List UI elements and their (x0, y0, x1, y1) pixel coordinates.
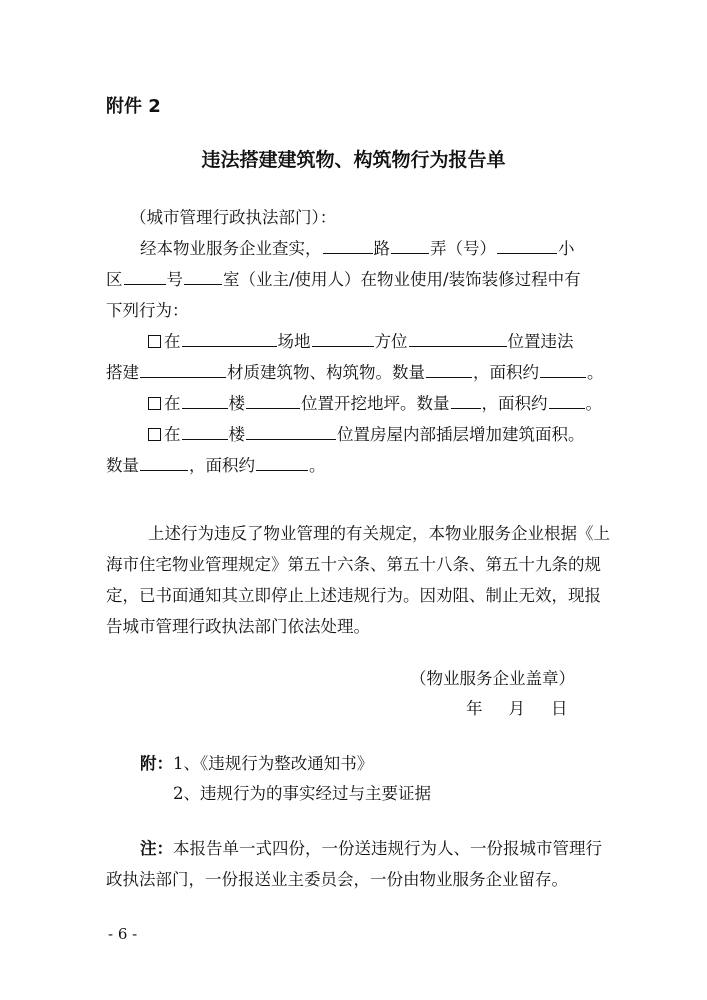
date-day: 日 (551, 699, 568, 718)
room-text: 室（业主/使用人）在物业使用/装饰装修过程中有 (223, 270, 581, 289)
item3-qty-blank (140, 454, 188, 471)
date-line (466, 693, 568, 725)
intro-line-3: 下列行为： (106, 301, 189, 320)
intro-line-1 (140, 233, 575, 265)
community-blank (497, 237, 557, 254)
attachment-item-1: 1、《违规行为整改通知书》 (173, 754, 374, 773)
statement-line-1: 上述行为违反了物业管理的有关规定，本物业服务企业根据《上 (148, 524, 610, 543)
item2-text: 位置开挖地坪。数量 (301, 394, 450, 413)
item3-qty: 数量 (106, 456, 139, 475)
item1-direction: 方位 (374, 332, 408, 351)
item3-area-label: ，面积约 (189, 456, 255, 475)
number-label: 号 (166, 270, 183, 289)
page-number: - 6 - (108, 925, 138, 943)
item1-build: 搭建 (106, 363, 139, 382)
statement-line-2: 海市住宅物业管理规定》第五十六条、第五十八条、第五十九条的规 (106, 555, 601, 574)
item3-line-1 (148, 419, 585, 451)
item3-area-blank (256, 454, 308, 471)
item1-site: 场地 (277, 332, 311, 351)
date-year: 年 (466, 699, 483, 718)
item1-at: 在 (164, 332, 181, 351)
attachments-label: 附： (140, 754, 173, 773)
item2-building-blank (182, 392, 228, 409)
item2-at: 在 (164, 394, 181, 413)
item1-qty-blank (426, 361, 472, 378)
lane-blank (391, 237, 429, 254)
item1-line-1 (148, 326, 574, 358)
attachment-item-2: 2、违规行为的事实经过与主要证据 (173, 784, 431, 803)
item2-floor-blank (246, 392, 300, 409)
document-title: 违法搭建建筑物、构筑物行为报告单 (201, 149, 506, 171)
item1-area-label: ，面积约 (473, 363, 539, 382)
note-label: 注： (140, 839, 173, 858)
annex-label: 附件 2 (106, 96, 161, 117)
item2-floor: 楼 (228, 394, 245, 413)
note-line-1 (140, 833, 602, 865)
intro-text: 经本物业服务企业查实， (140, 239, 322, 258)
checkbox-item-3[interactable] (148, 428, 161, 441)
checkbox-item-2[interactable] (148, 397, 161, 410)
road-blank (323, 237, 373, 254)
note-line-2: 政执法部门，一份报送业主委员会，一份由物业服务企业留存。 (106, 870, 568, 889)
building-blank (124, 268, 166, 285)
item1-line-2 (106, 357, 604, 389)
item3-floor-blank (246, 423, 336, 440)
small-label: 小 (558, 239, 575, 258)
statement-line-3: 定，已书面通知其立即停止上述违规行为。因劝阻、制止无效，现报 (106, 586, 601, 605)
item2-area-label: ，面积约 (481, 394, 548, 413)
statement-line-4: 告城市管理行政执法部门依法处理。 (106, 617, 370, 636)
item1-site-blank (312, 330, 374, 347)
district-label: 区 (106, 270, 123, 289)
item3-building-blank (182, 423, 228, 440)
item3-line-2 (106, 450, 326, 482)
date-month: 月 (508, 699, 525, 718)
item1-material-blank (140, 361, 226, 378)
item2-area-blank (549, 392, 585, 409)
item3-at: 在 (164, 425, 181, 444)
item3-text: 位置房屋内部插层增加建筑面积。 (337, 425, 585, 444)
item1-area-blank (540, 361, 586, 378)
item1-end: 。 (587, 363, 604, 382)
item1-location-blank (182, 330, 277, 347)
seal-label: （物业服务企业盖章） (410, 669, 575, 688)
item2-end: 。 (585, 394, 602, 413)
item1-material: 材质建筑物、构筑物。数量 (227, 363, 425, 382)
attachment-line-1 (140, 748, 373, 780)
room-blank (184, 268, 222, 285)
item2-line (148, 388, 602, 420)
lane-label: 弄（号） (430, 239, 496, 258)
checkbox-item-1[interactable] (148, 335, 161, 348)
item1-location-illegal: 位置违法 (507, 332, 574, 351)
item3-floor: 楼 (228, 425, 245, 444)
intro-line-2 (106, 264, 581, 296)
road-label: 路 (373, 239, 390, 258)
item1-direction-blank (409, 330, 507, 347)
item2-qty-blank (451, 392, 481, 409)
note-text-1: 本报告单一式四份，一份送违规行为人、一份报城市管理行 (173, 839, 602, 858)
item3-end: 。 (309, 456, 326, 475)
addressee: （城市管理行政执法部门）： (130, 208, 337, 227)
